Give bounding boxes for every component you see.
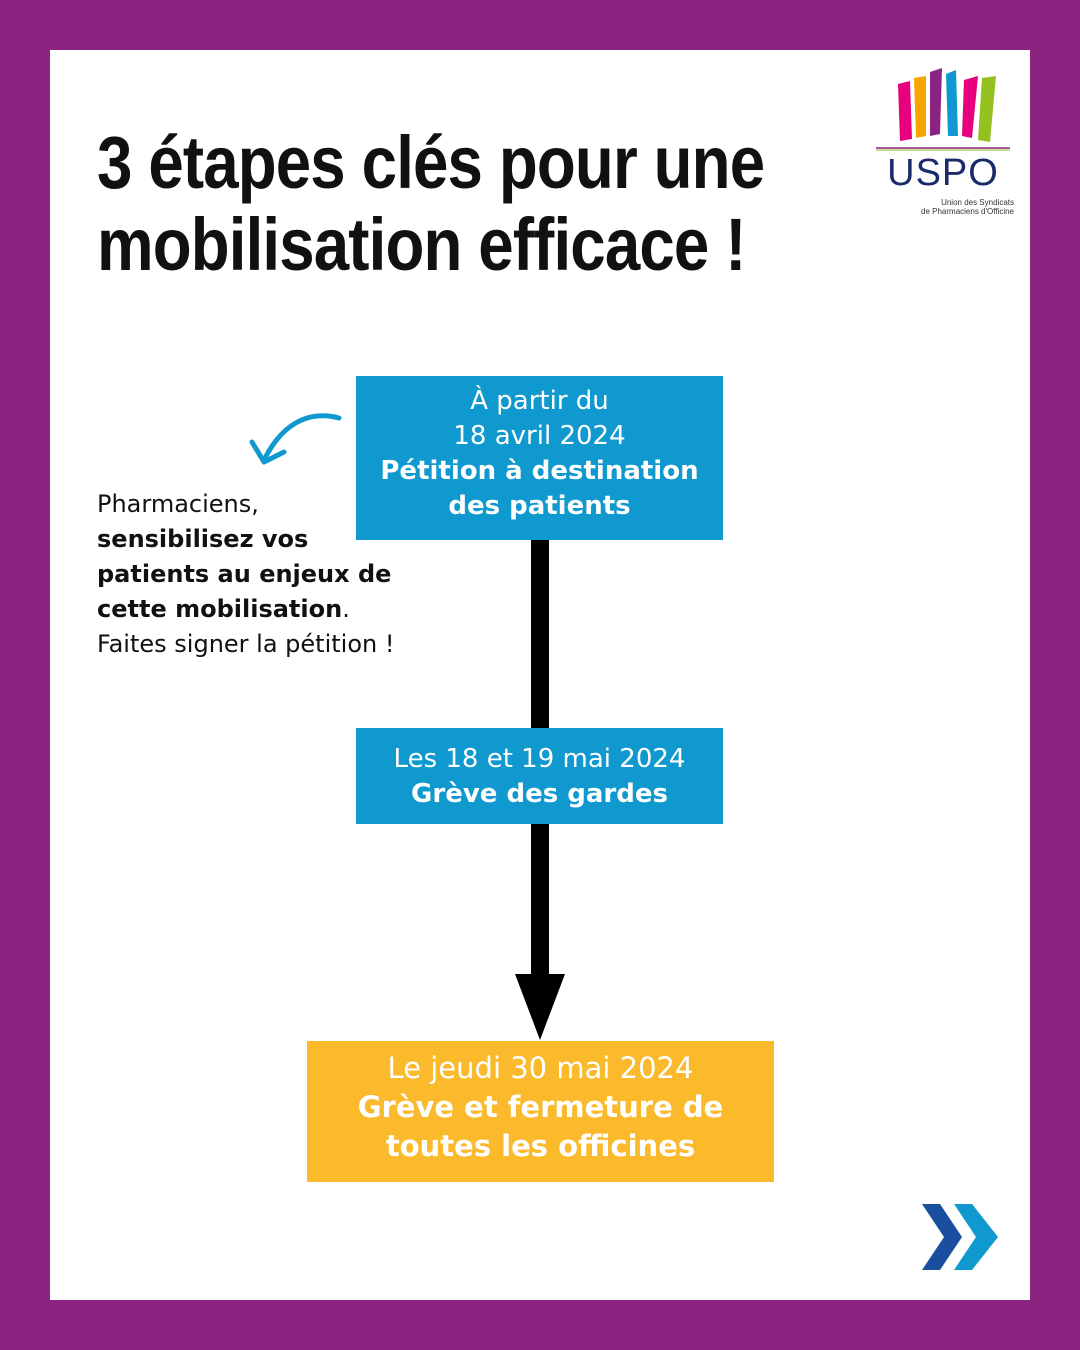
step-3-date: Le jeudi 30 mai 2024 (387, 1051, 694, 1085)
logo-bars-icon (872, 64, 1014, 154)
logo-subtitle-line-1: Union des Syndicats (941, 198, 1014, 207)
curved-arrow-icon (246, 408, 346, 478)
step-2-title: Grève des gardes (411, 779, 668, 809)
step-1-title-line-1: Pétition à destination (380, 456, 699, 486)
step-3-title-line-2: toutes les officines (385, 1129, 696, 1163)
step-1-date-line-2: 18 avril 2024 (453, 421, 626, 451)
step-2-date: Les 18 et 19 mai 2024 (393, 744, 686, 774)
step-1-box (356, 376, 723, 540)
step-1-title-line-2: des patients (448, 491, 631, 521)
connector-line-1 (531, 540, 549, 728)
side-note-bold-1: sensibilisez vos (97, 525, 309, 553)
side-note-bold-3: cette mobilisation (97, 595, 343, 623)
logo-subtitle (872, 198, 1014, 216)
side-note-closing: Faites signer la pétition ! (97, 630, 395, 658)
side-note-bold-2: patients au enjeux de (97, 560, 392, 588)
down-arrow-icon (515, 974, 565, 1040)
title-line-1: 3 étapes clés pour une (97, 121, 765, 204)
logo-subtitle-line-2: de Pharmaciens d'Officine (921, 207, 1014, 216)
step-1-date-line-1: À partir du (470, 386, 609, 416)
logo-wordmark: USPO (887, 152, 999, 194)
side-note-period: . (342, 595, 350, 623)
page-title (97, 121, 765, 286)
side-note-intro: Pharmaciens, (97, 490, 259, 518)
title-line-2: mobilisation efficace ! (97, 203, 746, 286)
uspo-logo (872, 64, 1014, 214)
content-card (50, 50, 1030, 1300)
connector-line-2 (531, 824, 549, 976)
step-2-box (356, 728, 723, 824)
step-3-box (307, 1041, 774, 1182)
step-3-title-line-1: Grève et fermeture de (357, 1090, 724, 1124)
double-chevron-right-icon[interactable] (918, 1202, 1002, 1272)
